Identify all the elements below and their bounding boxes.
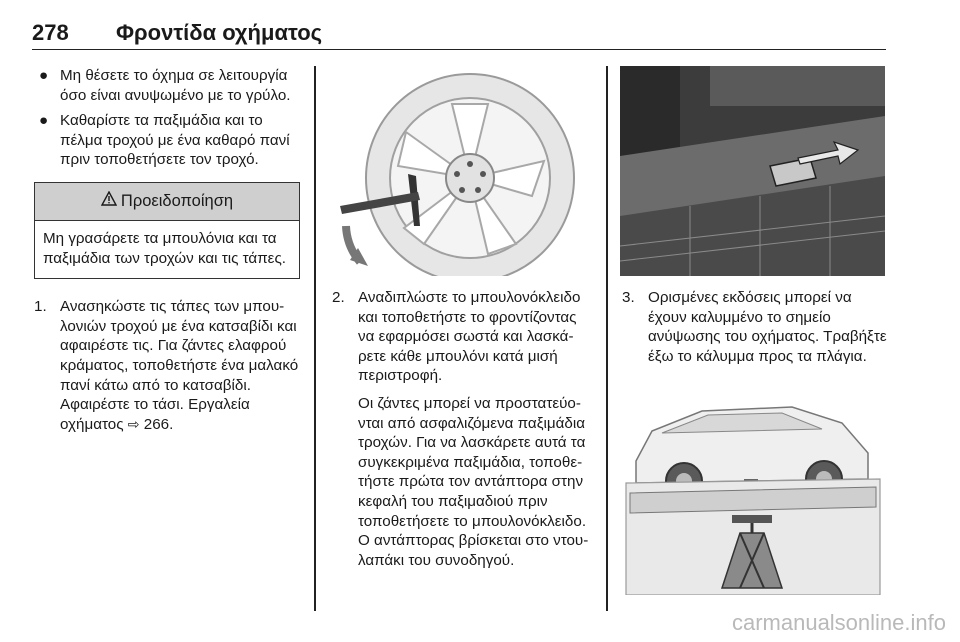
page-reference-arrow-icon: ⇨ bbox=[127, 415, 140, 432]
step-text: Αναδιπλώστε το μπουλονόκλειδο και τοποθετήστε το φροντίζοντας να εφαρμόσει σωστά και λασκάρετε κάθε μπουλόνι κατά μισή περιστροφή. bbox=[358, 289, 581, 385]
bullet-text: Μη θέσετε το όχημα σε λειτουργία όσο είναι ανυψωμένο με το γρύλο. bbox=[60, 67, 291, 104]
column-2 bbox=[332, 288, 596, 570]
step-number: 2. bbox=[332, 289, 345, 306]
step-3 bbox=[622, 288, 890, 366]
step-number: 1. bbox=[34, 298, 47, 316]
bullet-item bbox=[34, 111, 304, 170]
bullet-dot-icon: ● bbox=[39, 67, 49, 84]
column-divider-2 bbox=[606, 66, 608, 611]
step-number: 3. bbox=[622, 289, 635, 306]
warning-header bbox=[35, 183, 299, 221]
bullet-item bbox=[34, 66, 304, 105]
step-text: Ορισμένες εκδόσεις μπορεί να έχουν καλυμμένο το σημείο ανύψωσης του οχήματος. Τραβήξτε έξω το κάλυμμα προς τα πλάγια. bbox=[648, 289, 887, 365]
wheel-wrench-illustration bbox=[320, 66, 590, 276]
bullet-dot-icon: ● bbox=[39, 112, 49, 130]
watermark: carmanualsonline.info bbox=[731, 610, 946, 635]
jack-point-cover-photo bbox=[620, 66, 885, 276]
warning-triangle-icon bbox=[101, 191, 117, 212]
car-on-jack-illustration bbox=[622, 383, 884, 595]
page-header bbox=[32, 14, 886, 50]
warning-title: Προειδοποίηση bbox=[120, 191, 234, 210]
column-1 bbox=[34, 66, 304, 434]
warning-box bbox=[34, 182, 300, 279]
page-reference-link[interactable]: 266. bbox=[143, 415, 174, 433]
column-divider-1 bbox=[314, 66, 316, 611]
page-title: Φροντίδα οχήματος bbox=[116, 20, 323, 45]
step-paragraph: Οι ζάντες μπορεί να προστατεύονται από ασφαλιζόμενα παξιμάδια τροχών. Για να λασκάρετε αυτά τα συγκεκριμένα παξιμάδια, τοποθετήστε πρώτα τον αντάπτορα στην κεφαλή του παξιμαδιού πριν τοποθετήσετε το μπουλονόκλειδο. Ο αντάπτορας βρίσκεται στο ντουλαπάκι του συνοδηγού. bbox=[358, 394, 589, 569]
step-text: Ανασηκώστε τις τάπες των μπουλονιών τροχού με ένα κατσαβίδι και αφαιρέστε τις. Για ζάντες ελαφρού κράματος, τοποθετήστε ένα μαλακό πανί κάτω από το κατσαβίδι. Αφαιρέστε το τάσι. Εργαλεία οχήματος bbox=[60, 298, 299, 433]
page-number: 278 bbox=[32, 20, 69, 45]
bullet-text: Καθαρίστε τα παξιμάδια και το πέλμα τροχού με ένα καθαρό πανί πριν τοποθετήσετε τον τροχό. bbox=[60, 112, 290, 169]
column-3 bbox=[622, 288, 890, 366]
step-1 bbox=[34, 297, 304, 434]
step-2 bbox=[332, 288, 596, 570]
warning-body: Μη γρασάρετε τα μπουλόνια και τα παξιμάδια των τροχών και τις τάπες. bbox=[43, 229, 286, 267]
